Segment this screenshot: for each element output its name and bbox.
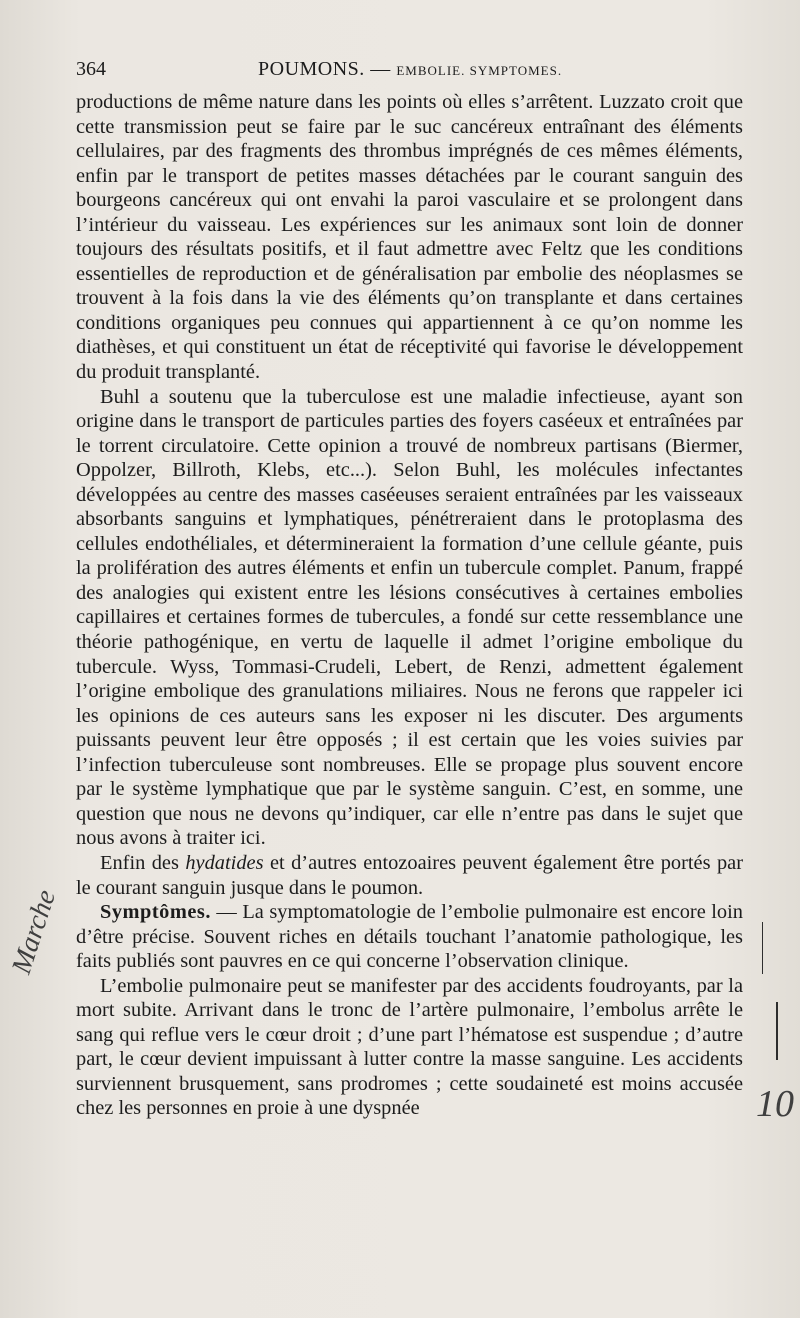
section-heading-symptoms: Symptômes. — [100, 901, 211, 924]
paragraph-tuberculosis: Buhl a soutenu que la tuberculose est une maladie infectieuse, ayant son origine dans le transport de particules parties des foyers caséeux et entraînées par le torrent circulatoire. Cette opinion a trouvé de nombreux partisans (Biermer, Oppolzer, Billroth, Klebs, etc...). Selon Buhl, les molécules infectantes développées au centre des masses caséeuses seraient entraînées par les vaisseaux absorbants sanguins et lymphatiques, pénétreraient dans le protoplasma des cellules endothéliales, et détermineraient la formation d’une cellule géante, puis la prolifération des autres éléments et enfin un tubercule complet. Panum, frappé des analogies qui existent entre les lésions consécutives à certaines embolies capillaires et certaines formes de tubercules, a fondé sur cette ressemblance une théorie pathogénique, en vertu de laquelle il admet l’origine embolique du tubercule. Wyss, Tommasi-Crudeli, Lebert, de Renzi, admettent également l’origine embolique des granulations miliaires. Nous ne ferons que rappeler ici les opinions de ces auteurs sans les exposer ni les discuter. Des arguments puissants peuvent leur être opposés ; il est certain que les voies suivies par l’infection tuberculeuse sont nombreuses. Elle se propage plus souvent encore par le système lymphatique que par le système sanguin. C’est, en somme, une question que nous ne devons qu’indiquer, car elle n’entre pas dans le sujet que nous avons à traiter ici. — [76, 385, 743, 850]
body-text — [76, 90, 743, 1121]
margin-handwriting: Marche — [6, 886, 63, 978]
running-title-sub: EMBOLIE. SYMPTOMES. — [396, 63, 563, 78]
running-head — [76, 56, 744, 88]
paragraph-sudden-death: L’embolie pulmonaire peut se manifester par des accidents foudroyants, par la mort subite. Arrivant dans le tronc de l’artère pulmonaire, l’embolus arrête le sang qui reflue vers le cœur droit ; d’une part l’hématose est suspendue ; d’autre part, le cœur devient impuissant à lutter contre la masse sanguine. Les accidents surviennent brusquement, sans prodromes ; cette soudaineté est moins accusée chez les personnes en proie à une dyspnée — [76, 974, 743, 1120]
hydatides-term: hydatides — [185, 851, 264, 874]
margin-rule-mark — [762, 922, 763, 974]
margin-bracket-mark — [776, 1002, 778, 1060]
running-title-main: POUMONS. — — [258, 58, 391, 80]
symptoms-text: — La symptomatologie de l’embolie pulmonaire est encore loin d’être précise. Souvent riches en détails touchant l’anatomie pathologique, les faits publiés sont pauvres en ce qui concerne l’observation clinique. — [76, 901, 743, 973]
hydatides-after: et d’autres entozoaires peuvent également être portés par le courant sanguin jusque dans le poumon. — [76, 851, 743, 899]
page-number: 364 — [76, 58, 106, 80]
paragraph-symptoms — [76, 900, 743, 974]
paragraph-continuation: productions de même nature dans les points où elles s’arrêtent. Luzzato croit que cette transmission peut se faire par le suc cancéreux entraînant des éléments cellulaires, par des fragments des thrombus imprégnés de ces mêmes éléments, enfin par le transport de petites masses détachées par le courant sanguin des bourgeons cancéreux qui ont envahi la paroi vasculaire et se prolongent dans l’intérieur du vaisseau. Les expériences sur les animaux sont loin de donner toujours des résultats positifs, et il faut admettre avec Feltz que les conditions essentielles de reproduction et de généralisation par embolie des néoplasmes se trouvent à la fois dans la vie des éléments qu’on transplante et dans certaines conditions organiques peu connues qui appartiennent à ce qu’on nomme les diathèses, et qui constituent un état de réceptivité qui favorise le développement du produit transplanté. — [76, 91, 743, 384]
margin-number: 10 — [756, 1083, 794, 1125]
running-title — [258, 58, 562, 81]
paragraph-hydatides — [76, 851, 743, 900]
hydatides-before: Enfin des — [100, 851, 186, 874]
